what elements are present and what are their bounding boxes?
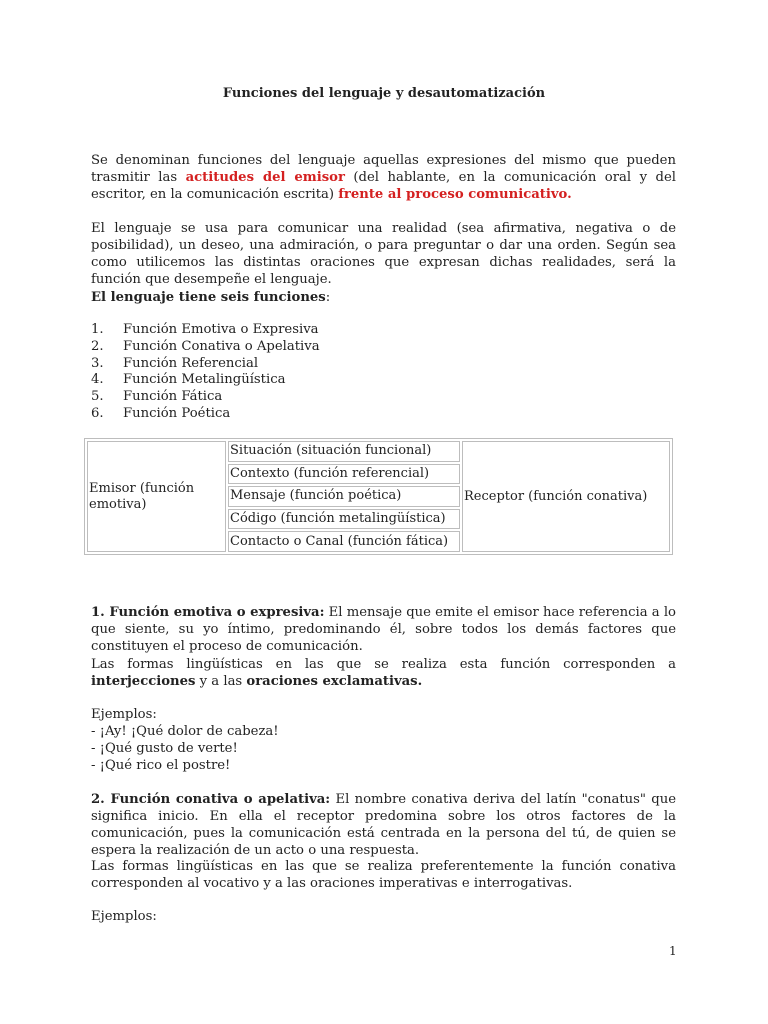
functions-list bbox=[91, 322, 320, 423]
intro-paragraph bbox=[91, 152, 676, 203]
list-item bbox=[91, 322, 320, 339]
section2-forms-paragraph: Las formas lingüísticas en las que se realiza preferentemente la función conativa corresponden al vocativo y a las oraciones imperativas e interrogativas. bbox=[91, 859, 676, 891]
list-item bbox=[91, 389, 320, 406]
page-title: Funciones del lenguaje y desautomatización bbox=[222, 86, 546, 101]
section1-forms-text: Las formas lingüísticas en las que se realiza esta función corresponden a bbox=[91, 657, 676, 672]
section1-text: El mensaje que emite el emisor hace referencia a lo que siente, su yo íntimo, predominando él, sobre todos los demás factores que constituyen el proceso de comunicación. bbox=[91, 605, 676, 654]
section1-heading: 1. Función emotiva o expresiva: bbox=[91, 605, 325, 620]
section2-examples-label: Ejemplos: bbox=[91, 909, 157, 924]
section2-text: El nombre conativa deriva del latín "conatus" que significa inicio. En ella el receptor predomina sobre los otros factores de la comunicación, pues la comunicación está centrada en la persona del tú, de quien se espera la realización de un acto o una respuesta. bbox=[91, 792, 677, 858]
list-item-number: 6. bbox=[91, 405, 104, 421]
section1-bold-interjecciones: interjecciones bbox=[91, 674, 196, 689]
intro-highlight-proceso: frente al proceso comunicativo. bbox=[338, 187, 572, 202]
usage-paragraph: El lenguaje se usa para comunicar una realidad (sea afirmativa, negativa o de posibilidad), un deseo, una admiración, o para preguntar o dar una orden. Según sea como utilicemos las distintas oraciones que expresan dichas realidades, será la función que desempeñe el lenguaje. bbox=[91, 221, 676, 287]
example-item: - ¡Qué gusto de verte! bbox=[91, 741, 238, 756]
section2-paragraph bbox=[91, 791, 676, 859]
contacto-cell: Contacto o Canal (función fática) bbox=[228, 531, 460, 552]
list-item bbox=[91, 339, 320, 356]
list-item-label: Función Fática bbox=[123, 389, 223, 405]
list-item-label: Función Poética bbox=[123, 405, 231, 421]
section1-forms-paragraph bbox=[91, 656, 676, 690]
section2-heading: 2. Función conativa o apelativa: bbox=[91, 792, 331, 807]
list-item-label: Función Conativa o Apelativa bbox=[123, 338, 320, 354]
functions-heading bbox=[91, 289, 676, 306]
emisor-cell: Emisor (función emotiva) bbox=[87, 441, 226, 552]
intro-text-2: (del hablante, en la comunicación oral y del escritor, en la comunicación escrita) bbox=[91, 170, 677, 202]
situacion-cell: Situación (situación funcional) bbox=[228, 441, 460, 462]
list-item-label: Función Emotiva o Expresiva bbox=[123, 322, 319, 337]
intro-highlight-emisor: actitudes del emisor bbox=[185, 170, 345, 185]
list-item-number: 2. bbox=[91, 338, 104, 354]
list-item-number: 4. bbox=[91, 372, 104, 388]
list-item-number: 1. bbox=[91, 322, 104, 337]
mensaje-cell: Mensaje (función poética) bbox=[228, 486, 460, 507]
list-item-label: Función Referencial bbox=[123, 355, 259, 371]
example-item: - ¡Qué rico el postre! bbox=[91, 758, 231, 773]
communication-diagram-table bbox=[84, 438, 673, 555]
functions-heading-text: El lenguaje tiene seis funciones bbox=[91, 290, 326, 305]
examples-label: Ejemplos: bbox=[91, 707, 157, 722]
list-item-number: 5. bbox=[91, 389, 104, 405]
example-item: - ¡Ay! ¡Qué dolor de cabeza! bbox=[91, 724, 279, 739]
list-item-number: 3. bbox=[91, 355, 104, 371]
receptor-cell: Receptor (función conativa) bbox=[462, 441, 670, 552]
section1-examples bbox=[91, 706, 279, 774]
list-item bbox=[91, 356, 320, 373]
intro-text-1: Se denominan funciones del lenguaje aquellas expresiones del mismo que pueden trasmitir las bbox=[91, 153, 676, 185]
contexto-cell: Contexto (función referencial) bbox=[228, 464, 460, 485]
functions-heading-colon: : bbox=[325, 290, 331, 305]
section1-paragraph bbox=[91, 604, 676, 655]
list-item bbox=[91, 406, 320, 423]
list-item bbox=[91, 372, 320, 389]
section1-bold-oraciones: oraciones exclamativas. bbox=[246, 674, 423, 689]
list-item-label: Función Metalingüística bbox=[123, 372, 286, 388]
page-number: 1 bbox=[669, 944, 677, 958]
codigo-cell: Código (función metalingüística) bbox=[228, 509, 460, 530]
section1-forms-text-2: y a las bbox=[195, 674, 247, 689]
